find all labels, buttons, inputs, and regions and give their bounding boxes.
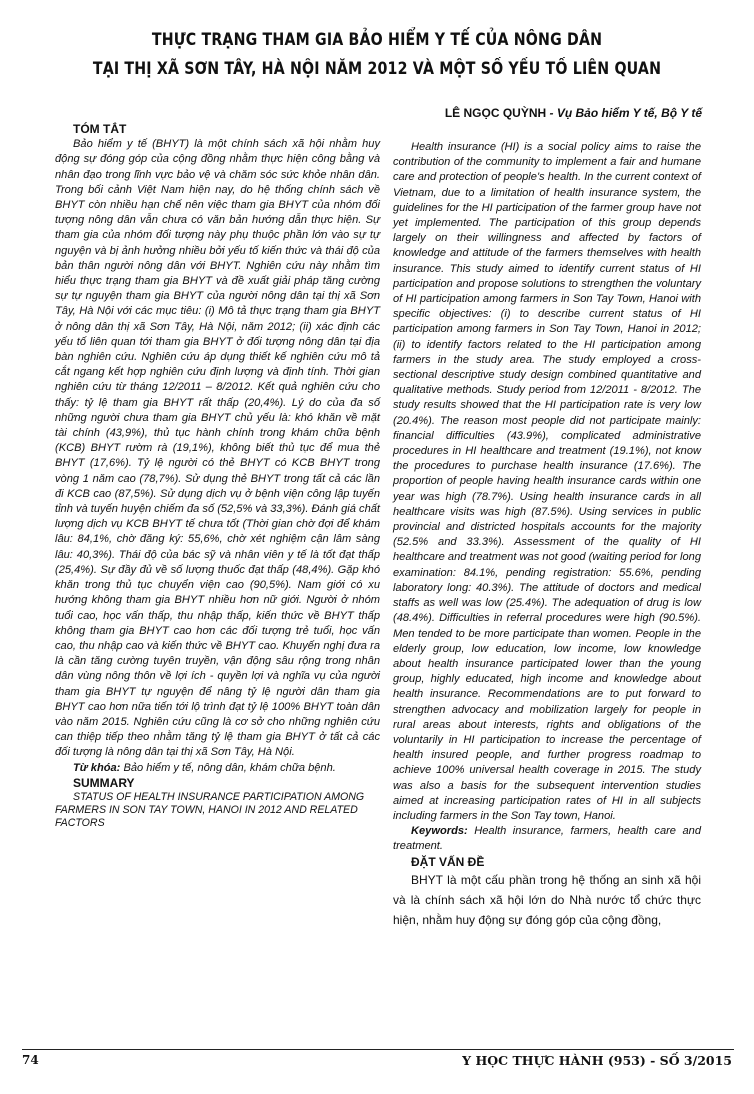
right-column bbox=[393, 140, 701, 930]
tukhoa-text: Bảo hiểm y tế, nông dân, khám chữa bệnh. bbox=[120, 761, 336, 774]
english-abstract-text: Health insurance (HI) is a social policy aims to raise the contribution of the community to implement a fair and humane care and protection of people's health. In the current context of Vietnam, due to a limitation of health insurance system, the guidelines for the HI participation of the farmer group have not yet implemented. The participation of this group depends largely on their willingness and affected by factors of knowledge and attitude of the farmers themselves with health insurance. This study aimed to identify current status of HI participation and propose solutions to strengthen the voluntary of HI participation among farmers in Son Tay Town, Hanoi with specific objectives: (i) to describe current status of HI participation among farmers in Son Tay Town, Hanoi in 2012; (ii) to identify factors related to the HI participation among farmers in the study area. The study employed a cross-sectional descriptive study design combined quantitative and qualitative methods. Study period from 12/2011 - 8/2012. The study results showed that the HI participation rate is very low (20.4%). The reason most people did not participate mainly: financial difficulties (43.9%), complicated administrative procedures in HI healthcare and treatment (19.1%), not know the procedures to purchase health insurance (17.6%). The proportion of people having health insurance cards within one year was high (78.7%). Using health insurance cards in all healthcare visits was high (87.5%). Using services in public provincial and districted hospitals accounts for the majority (52.5% and 33.3%). Assessment of the quality of HI healthcare and treatment was not good (waiting period for long examination: 84.1%, pending registration: 55.6%, pending laboratory long: 40.3%). The attitude of doctors and medical staffs as well was low (25.4%). The adequation of drug is low (48.4%). Difficulties in referral procedures were high (90.5%). Men tended to be more participate than women. People in the elderly group, low education, low income, low knowledge about health insurance participated lower than the young group, highly educated, high income and knowledge about health insurance. Recommendations are to put forward to strengthen advocacy and mobilization largely for people in rural areas about interests, rights and obligations of the voluntarily in HI participation to increase the percentage of health insured people, and further progress roadmap to achieve 100% universal health coverage in 2015. The study was also a basis for the subsequent intervention studies aimed at increasing participation rates of HI in all subjects including farmers in the Son Tay town, Hanoi. bbox=[393, 141, 701, 822]
tomtat-heading: TÓM TẮT bbox=[73, 122, 127, 136]
tukhoa-label: Từ khóa: bbox=[73, 761, 121, 774]
summary-title: STATUS OF HEALTH INSURANCE PARTICIPATION AMONG FARMERS IN SON TAY TOWN, HANOI IN 2012 AND RELATED FACTORS bbox=[55, 790, 365, 829]
keywords-label: Keywords: bbox=[411, 825, 468, 838]
summary-heading: SUMMARY bbox=[73, 775, 135, 790]
datvande-heading: ĐẶT VẤN ĐỀ bbox=[411, 854, 485, 869]
author-affiliation: - Vụ Bảo hiểm Y tế, Bộ Y tế bbox=[546, 106, 702, 120]
keywords-paragraph bbox=[393, 824, 701, 854]
journal-name: Y HỌC THỰC HÀNH (953) - SỐ 3/2015 bbox=[462, 1053, 732, 1068]
tukhoa-paragraph bbox=[55, 761, 380, 776]
author-line bbox=[445, 106, 702, 120]
article-title-line-2: TẠI THỊ XÃ SƠN TÂY, HÀ NỘI NĂM 2012 VÀ MỘT SỐ YẾU TỐ LIÊN QUAN bbox=[92, 59, 662, 78]
author-name: LÊ NGỌC QUỲNH bbox=[444, 106, 547, 120]
datvande-text: BHYT là một cấu phần trong hệ thống an sinh xã hội và là chính sách xã hội lớn do Nhà nước tổ chức thực hiện, nhằm huy động sự đóng góp của cộng đồng, bbox=[393, 872, 701, 927]
article-title-line-1: THỰC TRẠNG THAM GIA BẢO HIỂM Y TẾ CỦA NÔNG DÂN bbox=[151, 30, 603, 49]
left-column bbox=[55, 122, 380, 830]
footer-divider bbox=[22, 1049, 734, 1050]
tomtat-text: Bảo hiểm y tế (BHYT) là một chính sách xã hội nhằm huy động sự đóng góp của cộng đồng nhằm thực hiện công bằng và nhân đạo trong lĩnh vực bảo vệ và chăm sóc sức khỏe nhân dân. Trong bối cảnh Việt Nam hiện nay, do hệ thống chính sách về BHYT còn nhiều hạn chế nên việc tham gia BHYT của nhóm đối tượng nông dân vẫn chưa có văn bản hướng dẫn thực hiện. Sự tham gia của nhóm đối tượng này phụ thuộc phần lớn vào sự tự nguyện và bị ảnh hưởng nhiều bởi yếu tố kiến thức và thái độ của bản thân người nông dân với BHYT. Nghiên cứu này nhằm tìm hiểu thực trạng tham gia BHYT và đề xuất giải pháp tăng cường sự tự nguyện tham gia BHYT của người nông dân tại thị xã Sơn Tây, Hà Nội với các mục tiêu: (i) Mô tả thực trạng tham gia BHYT ở nông dân thị xã Sơn Tây, Hà Nội, năm 2012; (ii) xác định các yếu tố liên quan tới tham gia BHYT ở đối tượng nông dân tại địa bàn nghiên cứu. Nghiên cứu áp dụng thiết kế nghiên cứu mô tả cắt ngang kết hợp nghiên cứu định lượng và định tính. Thời gian nghiên cứu từ tháng 12/2011 – 8/2012. Kết quả nghiên cứu cho thấy: tỷ lệ tham gia BHYT rất thấp (20,4%). Lý do của đa số những người chưa tham gia BHYT chủ yếu là: khó khăn về mặt tài chính (43,9%), thủ tục hành chính trong khám chữa bệnh (KCB) BHYT rườm rà (19,1%), không biết thủ tục để mua thẻ BHYT (17,6%). Tỷ lệ người có thẻ BHYT có KCB BHYT trong vòng 1 năm cao (78,7%). Sử dụng thẻ BHYT trong tất cả các lần đi KCB cao (87,5%). Sử dụng dịch vụ ở bệnh viện công lập tuyến tỉnh và tuyến huyện chiếm đa số (52,5% và 33,3%). Đánh giá chất lượng dịch vụ KCB BHYT tế chưa tốt (Thời gian chờ đợi để khám lâu: 84,1%, chờ đăng ký: 55,6%, chờ xét nghiệm cận lâm sàng lâu: 40,3%). Thái độ của bác sỹ và nhân viên y tế là tốt đạt thấp (25,4%). Sự đầy đủ về số lượng thuốc đạt thấp (48,4%). Gặp khó khăn trong thủ tục chuyển viện cao (90,5%). Nam giới có xu hướng không tham gia BHYT nhiều hơn nữ giới. Người ở nhóm tuổi cao, học vấn thấp, thu nhập thấp, kiến thức về BHYT thấp không tham gia BHYT cao hơn các đối tượng trẻ tuổi, học vấn cao, thu nhập cao và kiến thức về BHYT cao. Khuyến nghị đưa ra là cần tăng cường tuyên truyền, vận động sâu rộng trong nhân dân vùng nông thôn về lợi ích - quyền lợi và nghĩa vụ của người tham gia BHYT tự nguyện để nâng tỷ lệ người dân tham gia BHYT cao hơn nữa tiến tới lộ trình đạt tỷ lệ 100% BHYT toàn dân vào năm 2015. Nghiên cứu cũng là cơ sở cho những nghiên cứu can thiệp tiếp theo nhằm tăng tỷ lệ tham gia BHYT ở tất cả các đối tượng là nông dân tại thị xã Sơn Tây, Hà Nội. bbox=[55, 138, 380, 759]
page-number: 74 bbox=[22, 1053, 39, 1067]
keywords-text: Health insurance, farmers, health care and treatment. bbox=[393, 825, 701, 853]
